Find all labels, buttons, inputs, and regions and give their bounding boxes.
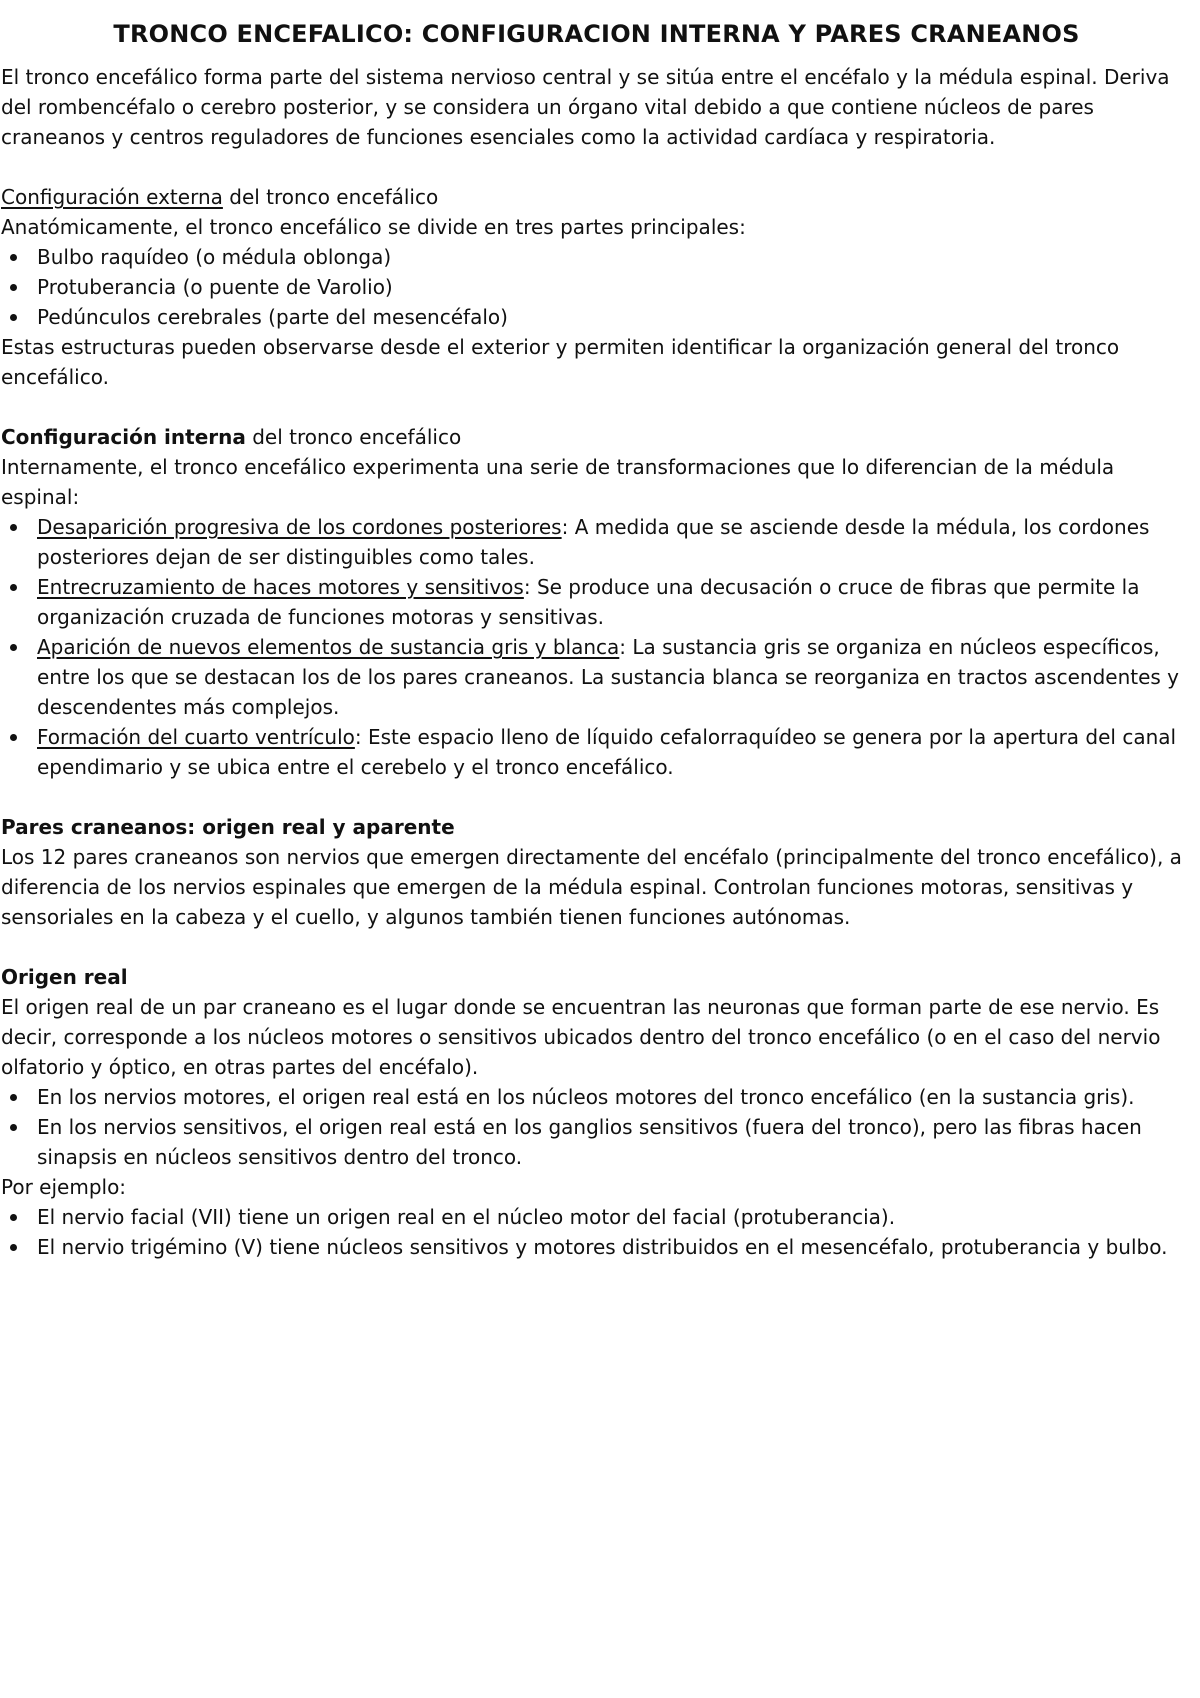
externa-heading-rest: del tronco encefálico bbox=[222, 185, 439, 209]
externa-lead: Anatómicamente, el tronco encefálico se divide en tres partes principales: bbox=[1, 215, 746, 239]
pares-paragraph: Los 12 pares craneanos son nervios que emergen directamente del encéfalo (principalmente del tronco encefálico), a diferencia de los nervios espinales que emergen de la médula espinal. Controlan funciones motoras, sensitivas y sensoriales en la cabeza y el cuello, y algunos también tienen funciones autónomas. bbox=[1, 845, 1182, 929]
interna-heading-bold: Configuración interna bbox=[1, 425, 246, 449]
list-item-text: : Se produce una decusación o cruce de fibras que permite la organización cruzada de funciones motoras y sensitivas. bbox=[37, 575, 1140, 629]
list-item-term: Formación del cuarto ventrículo bbox=[37, 725, 355, 749]
interna-lead: Internamente, el tronco encefálico experimenta una serie de transformaciones que lo diferencian de la médula espinal: bbox=[1, 455, 1115, 509]
list-item: Bulbo raquídeo (o médula oblonga) bbox=[37, 242, 1192, 272]
externa-closing: Estas estructuras pueden observarse desde el exterior y permiten identificar la organización general del tronco encefálico. bbox=[1, 335, 1120, 389]
list-item-text: : Este espacio lleno de líquido cefalorraquídeo se genera por la apertura del canal ependimario y se ubica entre el cerebelo y el tronco encefálico. bbox=[37, 725, 1177, 779]
list-item-term: Entrecruzamiento de haces motores y sensitivos bbox=[37, 575, 524, 599]
list-item bbox=[37, 632, 1192, 722]
intro-paragraph: El tronco encefálico forma parte del sistema nervioso central y se sitúa entre el encéfalo y la médula espinal. Deriva del rombencéfalo o cerebro posterior, y se considera un órgano vital debido a que contiene núcleos de pares craneanos y centros reguladores de funciones esenciales como la actividad cardíaca y respiratoria. bbox=[1, 65, 1170, 149]
document-title: TRONCO ENCEFALICO: CONFIGURACION INTERNA Y PARES CRANEANOS bbox=[113, 20, 1080, 48]
examples-list bbox=[1, 1202, 1192, 1262]
pares-heading-text: Pares craneanos: origen real y aparente bbox=[1, 815, 455, 839]
list-item: Protuberancia (o puente de Varolio) bbox=[37, 272, 1192, 302]
origen-real-paragraph: El origen real de un par craneano es el lugar donde se encuentran las neuronas que forman parte de ese nervio. Es decir, corresponde a los núcleos motores o sensitivos ubicados dentro del tronco encefálico (o en el caso del nervio olfatorio y óptico, en otras partes del encéfalo). bbox=[1, 995, 1161, 1079]
list-item: En los nervios motores, el origen real está en los núcleos motores del tronco encefálico (en la sustancia gris). bbox=[37, 1082, 1192, 1112]
externa-heading bbox=[1, 182, 1192, 212]
list-item-term: Aparición de nuevos elementos de sustancia gris y blanca bbox=[37, 635, 620, 659]
list-item: El nervio facial (VII) tiene un origen real en el núcleo motor del facial (protuberancia). bbox=[37, 1202, 1192, 1232]
example-lead: Por ejemplo: bbox=[1, 1175, 127, 1199]
pares-heading bbox=[1, 812, 1192, 842]
list-item: En los nervios sensitivos, el origen real está en los ganglios sensitivos (fuera del tronco), pero las fibras hacen sinapsis en núcleos sensitivos dentro del tronco. bbox=[37, 1112, 1192, 1172]
list-item bbox=[37, 722, 1192, 782]
interna-heading-rest: del tronco encefálico bbox=[245, 425, 462, 449]
list-item-text: : La sustancia gris se organiza en núcleos específicos, entre los que se destacan los de los pares craneanos. La sustancia blanca se reorganiza en tractos ascendentes y descendentes más complejos. bbox=[37, 635, 1180, 719]
origen-real-heading-text: Origen real bbox=[1, 965, 128, 989]
list-item-text: : A medida que se asciende desde la médula, los cordones posteriores dejan de ser distinguibles como tales. bbox=[37, 515, 1150, 569]
origen-real-list bbox=[1, 1082, 1192, 1172]
list-item: El nervio trigémino (V) tiene núcleos sensitivos y motores distribuidos en el mesencéfalo, protuberancia y bulbo. bbox=[37, 1232, 1192, 1262]
list-item-term: Desaparición progresiva de los cordones posteriores bbox=[37, 515, 562, 539]
list-item bbox=[37, 512, 1192, 572]
externa-heading-underlined: Configuración externa bbox=[1, 185, 223, 209]
externa-list bbox=[1, 242, 1192, 332]
interna-heading bbox=[1, 422, 1192, 452]
list-item bbox=[37, 572, 1192, 632]
origen-real-heading bbox=[1, 962, 1192, 992]
interna-list bbox=[1, 512, 1192, 782]
list-item: Pedúnculos cerebrales (parte del mesencéfalo) bbox=[37, 302, 1192, 332]
